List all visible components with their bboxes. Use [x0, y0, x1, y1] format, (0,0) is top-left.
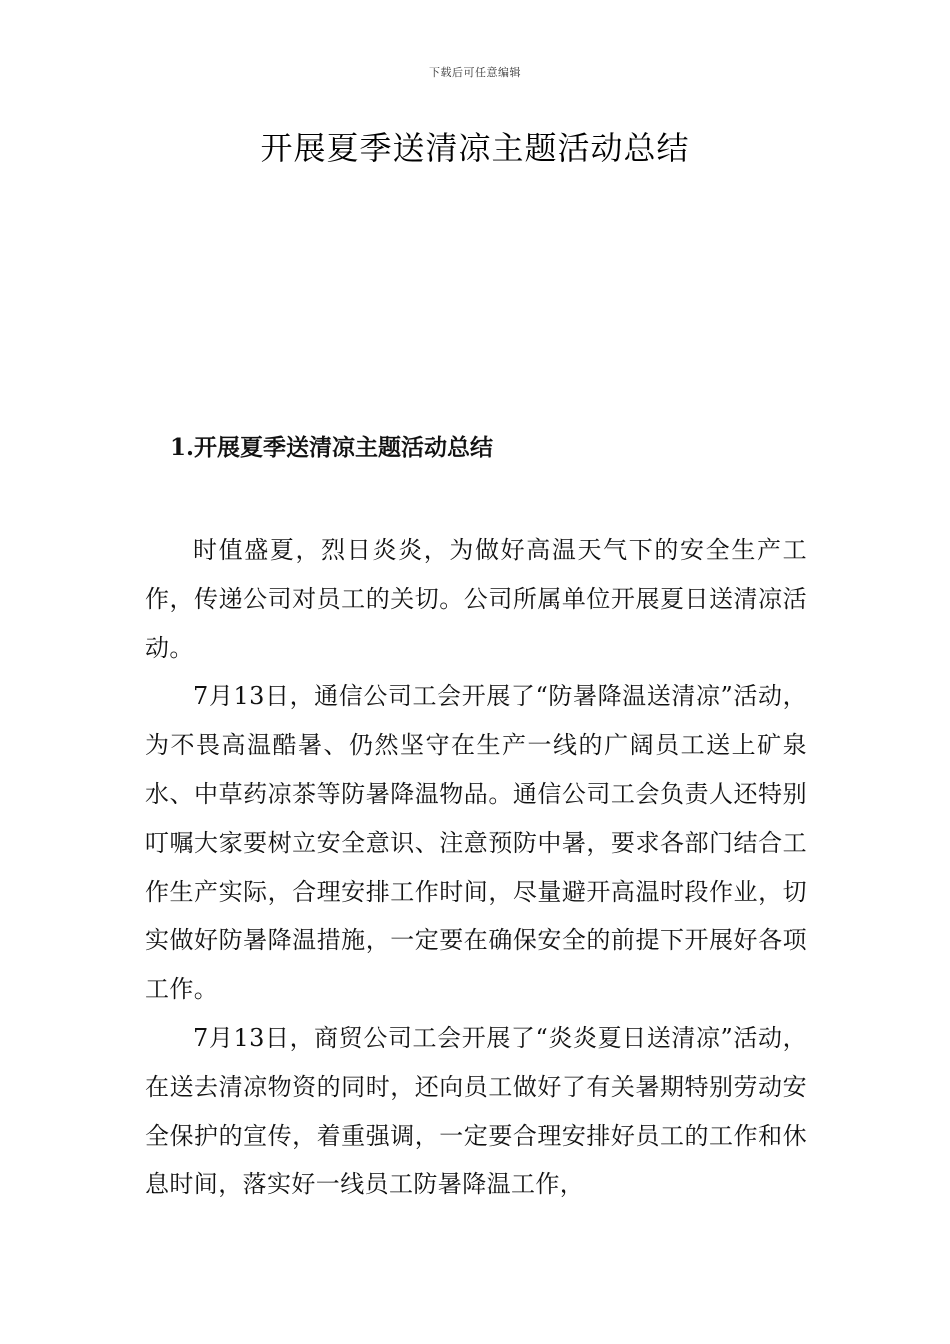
section-heading: 1.开展夏季送清凉主题活动总结	[170, 434, 494, 461]
document-title: 开展夏季送清凉主题活动总结	[260, 129, 690, 167]
header-note: 下载后可任意编辑	[429, 66, 521, 79]
paragraph-telecom: 7月13日，通信公司工会开展了“防暑降温送清凉”活动，为不畏高温酷暑、仍然坚守在生产一线的广阔员工送上矿泉水、中草药凉茶等防暑降温物品。通信公司工会负责人还特别叮嘱大家要树立安全意识、注意预防中暑，要求各部门结合工作生产实际，合理安排工作时间，尽量避开高温时段作业，切实做好防暑降温措施，一定要在确保安全的前提下开展好各项工作。	[145, 682, 807, 1004]
paragraph-intro: 时值盛夏，烈日炎炎，为做好高温天气下的安全生产工作，传递公司对员工的关切。公司所属单位开展夏日送清凉活动。	[145, 536, 807, 662]
paragraph-trade: 7月13日，商贸公司工会开展了“炎炎夏日送清凉”活动，在送去清凉物资的同时，还向员工做好了有关暑期特别劳动安全保护的宣传，着重强调，一定要合理安排好员工的工作和休息时间，落实好一线员工防暑降温工作，	[145, 1023, 807, 1199]
body-text	[145, 526, 807, 1209]
